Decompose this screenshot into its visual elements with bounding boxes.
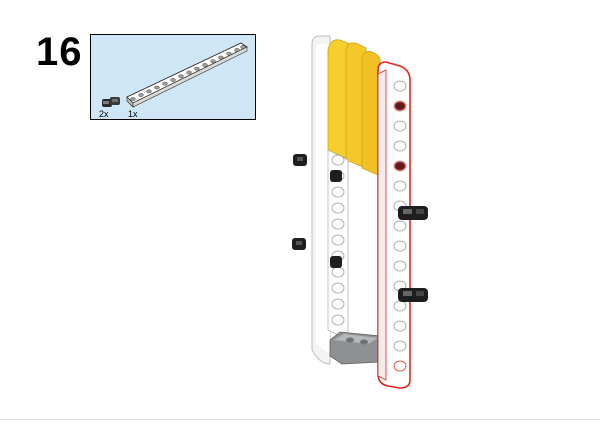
step-number: 16 bbox=[36, 30, 83, 74]
pin-middle-upper bbox=[330, 170, 342, 182]
pin-middle-lower bbox=[330, 256, 342, 268]
pin-right-lower bbox=[398, 288, 428, 302]
pin-right-upper bbox=[398, 206, 428, 220]
pin-left-upper bbox=[293, 154, 307, 166]
page-divider bbox=[0, 419, 600, 420]
beam-quantity: 1x bbox=[128, 109, 138, 119]
new-beam bbox=[378, 62, 410, 388]
pin-quantity: 2x bbox=[99, 109, 109, 119]
pin-left-lower bbox=[292, 238, 306, 250]
left-frame bbox=[312, 36, 330, 364]
grey-brick bbox=[330, 332, 380, 364]
